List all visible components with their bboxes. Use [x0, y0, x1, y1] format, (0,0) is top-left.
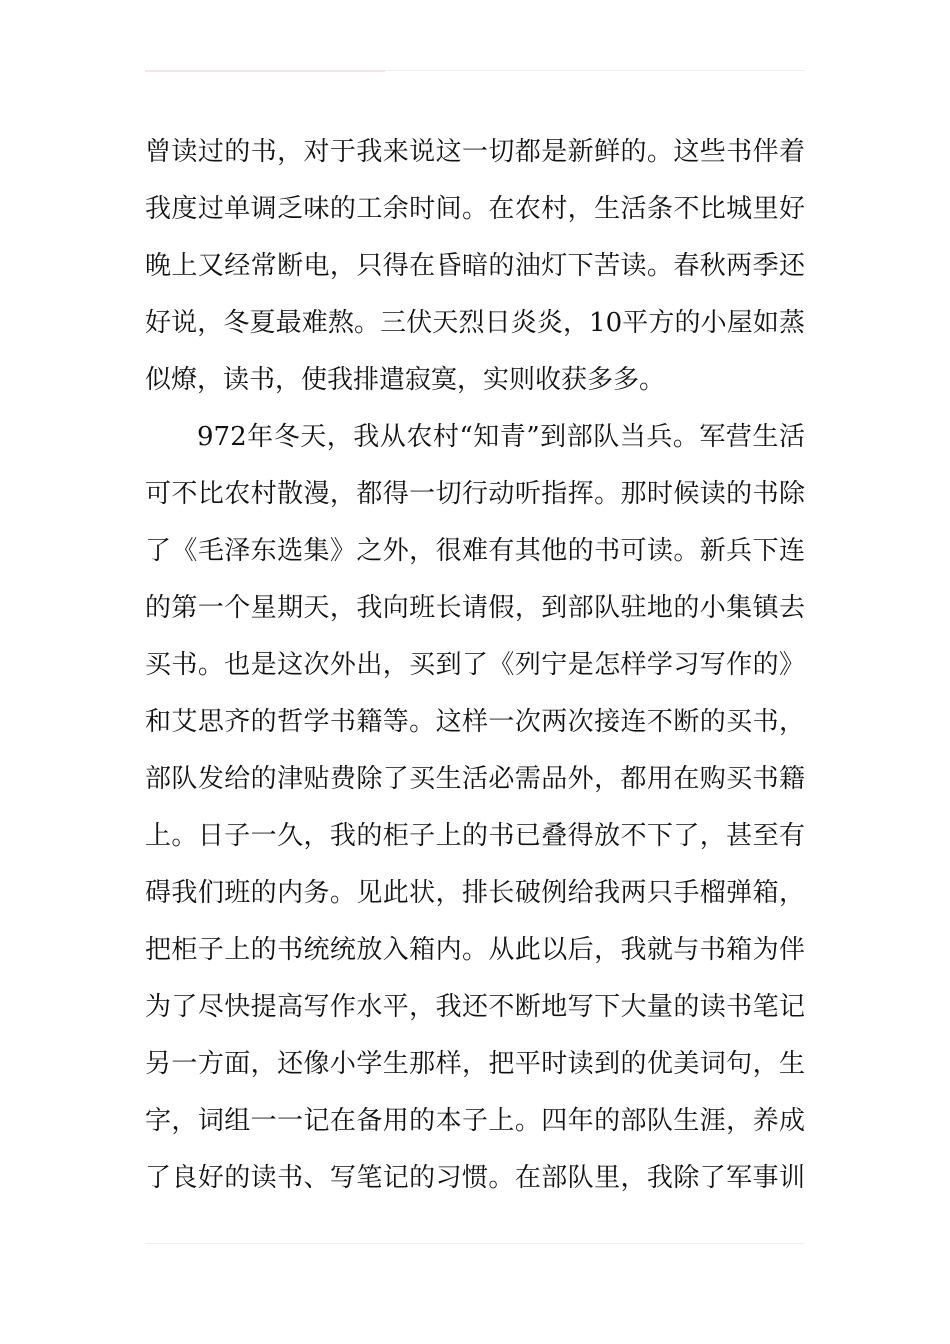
- text-line: 字，词组一一记在备用的本子上。四年的部队生涯，养成: [145, 1106, 805, 1136]
- header-rule: [145, 70, 805, 71]
- text-line: 部队发给的津贴费除了买生活必需品外，都用在购买书籍: [145, 764, 805, 794]
- footer-rule: [145, 1243, 805, 1244]
- text-line: 了《毛泽东选集》之外，很难有其他的书可读。新兵下连: [145, 536, 805, 566]
- text-line: 了良好的读书、写笔记的习惯。在部队里，我除了军事训: [145, 1163, 805, 1193]
- text-line: 可不比农村散漫，都得一切行动听指挥。那时候读的书除: [145, 479, 805, 509]
- text-line: 上。日子一久，我的柜子上的书已叠得放不下了，甚至有: [145, 821, 805, 851]
- text-line: 和艾思齐的哲学书籍等。这样一次两次接连不断的买书，: [145, 707, 805, 737]
- paragraph-first-line: 972年冬天，我从农村“知青”到部队当兵。军营生活: [197, 422, 805, 452]
- text-line: 的第一个星期天，我向班长请假，到部队驻地的小集镇去: [145, 593, 805, 623]
- header-rule-accent: [145, 70, 385, 72]
- body-text: [145, 124, 805, 1207]
- text-line: 把柜子上的书统统放入箱内。从此以后，我就与书箱为伴: [145, 935, 805, 965]
- text-line: 好说，冬夏最难熬。三伏天烈日炎炎，10平方的小屋如蒸: [145, 308, 805, 338]
- text-line: 我度过单调乏味的工余时间。在农村，生活条不比城里好: [145, 194, 805, 224]
- text-line: 为了尽快提高写作水平，我还不断地写下大量的读书笔记: [145, 992, 805, 1022]
- text-line: 似燎，读书，使我排遣寂寞，实则收获多多。: [145, 365, 666, 395]
- text-line: 另一方面，还像小学生那样，把平时读到的优美词句，生: [145, 1049, 805, 1079]
- text-line: 买书。也是这次外出，买到了《列宁是怎样学习写作的》: [145, 650, 805, 680]
- text-line: 曾读过的书，对于我来说这一切都是新鲜的。这些书伴着: [145, 137, 805, 167]
- text-line: 晚上又经常断电，只得在昏暗的油灯下苦读。春秋两季还: [145, 251, 805, 281]
- text-line: 碍我们班的内务。见此状，排长破例给我两只手榴弹箱，: [145, 878, 805, 908]
